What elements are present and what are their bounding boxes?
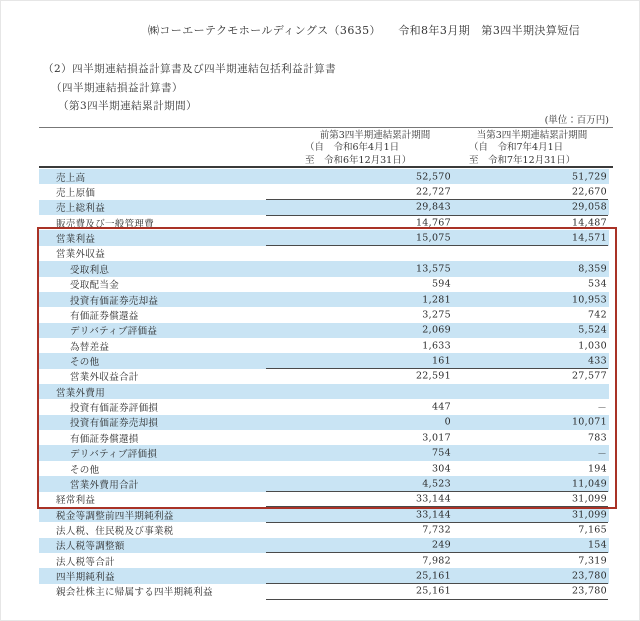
value-previous-period: 14,767	[415, 217, 451, 229]
row-label: 税金等調整前四半期純利益	[56, 510, 174, 522]
value-previous-period: 161	[431, 355, 451, 367]
row-label: その他	[70, 356, 100, 368]
table-row	[39, 538, 609, 553]
row-label: 売上高	[56, 172, 86, 184]
value-previous-period: 2,069	[422, 324, 451, 336]
row-label: 売上総利益	[56, 203, 106, 215]
row-label: 営業利益	[56, 234, 96, 246]
table-row	[39, 169, 609, 184]
row-label: 営業外収益合計	[70, 372, 139, 384]
period-to: 至 令和6年12月31日）	[305, 154, 412, 166]
table-row	[39, 461, 609, 476]
column-header-current-period	[451, 130, 613, 167]
value-previous-period: 33,144	[415, 493, 451, 505]
statement-subtitle: （四半期連結損益計算書）	[51, 82, 183, 94]
period-from: （自 令和6年4月1日	[305, 142, 400, 154]
table-header-rule	[39, 166, 613, 168]
row-label: 投資有価証券評価損	[70, 403, 159, 415]
period-subtitle: （第3四半期連結累計期間）	[58, 100, 198, 112]
value-previous-period: 25,161	[415, 570, 451, 582]
value-current-period: 7,319	[578, 555, 607, 567]
row-label: 法人税等合計	[56, 556, 115, 568]
value-current-period: 11,049	[571, 478, 607, 490]
value-current-period: 10,071	[571, 416, 607, 428]
table-row	[39, 246, 609, 261]
value-previous-period: 15,075	[415, 232, 451, 244]
value-current-period: 433	[587, 355, 607, 367]
value-current-period: 5,524	[578, 324, 607, 336]
value-previous-period: 4,523	[422, 478, 451, 490]
value-current-period: 27,577	[571, 370, 607, 382]
table-row	[39, 200, 609, 215]
value-current-period: 534	[587, 278, 607, 290]
row-label: 受取配当金	[70, 280, 120, 292]
row-label: デリバティブ評価損	[70, 449, 158, 461]
table-row	[39, 384, 609, 399]
row-label: デリバティブ評価益	[70, 326, 158, 338]
value-current-period: 51,729	[571, 171, 607, 183]
table-row	[39, 292, 609, 307]
table-row	[39, 584, 609, 599]
period-title: 当第3四半期連結累計期間	[476, 130, 588, 141]
table-row	[39, 522, 609, 537]
row-label: 経常利益	[56, 495, 96, 507]
row-label: 有価証券償還損	[70, 433, 139, 445]
table-row	[39, 338, 609, 353]
income-statement-table	[39, 169, 609, 599]
value-current-period: －	[597, 403, 607, 415]
value-previous-period: 447	[431, 401, 451, 413]
value-current-period: 31,099	[571, 509, 607, 521]
value-current-period: 194	[587, 463, 607, 474]
table-top-rule	[39, 127, 613, 128]
table-row	[39, 553, 609, 568]
document-header: ㈱コーエーテクモホールディングス（3635） 令和8年3月期 第3四半期決算短信	[148, 24, 581, 37]
period-to: 至 令和7年12月31日）	[469, 154, 576, 166]
value-current-period: 23,780	[571, 585, 607, 597]
table-row	[39, 215, 609, 230]
value-current-period: 7,165	[578, 524, 607, 536]
row-label: 法人税、住民税及び事業税	[56, 525, 174, 537]
value-current-period: 22,670	[571, 186, 607, 198]
column-header-previous-period	[289, 130, 461, 167]
value-previous-period: 29,843	[415, 201, 451, 213]
value-previous-period: 13,575	[415, 263, 451, 275]
value-previous-period: 22,727	[415, 186, 451, 198]
table-row	[39, 307, 609, 322]
row-label: その他	[70, 464, 100, 476]
value-current-period: 8,359	[578, 263, 607, 275]
table-row	[39, 415, 609, 430]
table-row	[39, 430, 609, 445]
value-previous-period: 249	[431, 539, 451, 551]
period-from: （自 令和7年4月1日	[469, 142, 564, 154]
row-label: 投資有価証券売却損	[70, 418, 159, 430]
section-title: （2）四半期連結損益計算書及び四半期連結包括利益計算書	[43, 63, 337, 75]
value-previous-period: 754	[431, 447, 451, 459]
value-previous-period: 1,281	[422, 294, 451, 306]
table-row	[39, 568, 609, 583]
value-previous-period: 33,144	[415, 509, 451, 521]
value-previous-period: 22,591	[415, 370, 451, 382]
table-row	[39, 261, 609, 276]
value-previous-period: 3,017	[422, 432, 451, 444]
value-current-period: －	[597, 449, 607, 461]
table-row	[39, 507, 609, 522]
row-label: 投資有価証券売却益	[70, 295, 159, 307]
row-label: 営業外費用合計	[70, 479, 139, 491]
value-current-period: 742	[587, 309, 607, 321]
period-title: 前第3四半期連結累計期間	[319, 130, 431, 141]
value-previous-period: 7,982	[422, 555, 451, 567]
row-label: 為替差益	[70, 341, 110, 353]
table-row	[39, 445, 609, 460]
table-row	[39, 353, 609, 368]
value-current-period: 31,099	[571, 493, 607, 505]
value-current-period: 154	[587, 539, 607, 551]
value-current-period: 14,487	[571, 217, 607, 229]
row-label: 有価証券償還益	[70, 310, 139, 322]
table-row	[39, 492, 609, 507]
row-label: 売上原価	[56, 188, 96, 200]
value-current-period: 14,571	[571, 232, 607, 244]
value-previous-period: 1,633	[422, 340, 451, 352]
row-label: 受取利息	[70, 264, 110, 276]
table-row	[39, 230, 609, 245]
table-row	[39, 323, 609, 338]
value-current-period: 23,780	[571, 570, 607, 582]
row-label: 親会社株主に帰属する四半期純利益	[56, 587, 213, 599]
table-row	[39, 277, 609, 292]
value-current-period: 1,030	[578, 340, 607, 352]
value-current-period: 29,058	[571, 201, 607, 213]
row-label: 販売費及び一般管理費	[56, 218, 155, 230]
table-row	[39, 184, 609, 199]
unit-label: (単位：百万円)	[544, 115, 609, 126]
value-previous-period: 52,570	[415, 171, 451, 183]
row-label: 四半期純利益	[56, 572, 115, 584]
value-previous-period: 594	[431, 278, 451, 290]
row-label: 営業外費用	[56, 387, 106, 399]
value-current-period: 783	[587, 432, 607, 444]
row-label: 法人税等調整額	[56, 541, 125, 553]
table-row	[39, 399, 609, 414]
value-current-period: 10,953	[571, 294, 607, 306]
value-previous-period: 0	[444, 416, 451, 428]
value-previous-period: 7,732	[422, 524, 451, 536]
value-previous-period: 3,275	[422, 309, 451, 321]
table-row	[39, 369, 609, 384]
value-previous-period: 25,161	[415, 585, 451, 597]
table-row	[39, 476, 609, 491]
row-label: 営業外収益	[56, 249, 106, 261]
value-previous-period: 304	[431, 463, 451, 474]
